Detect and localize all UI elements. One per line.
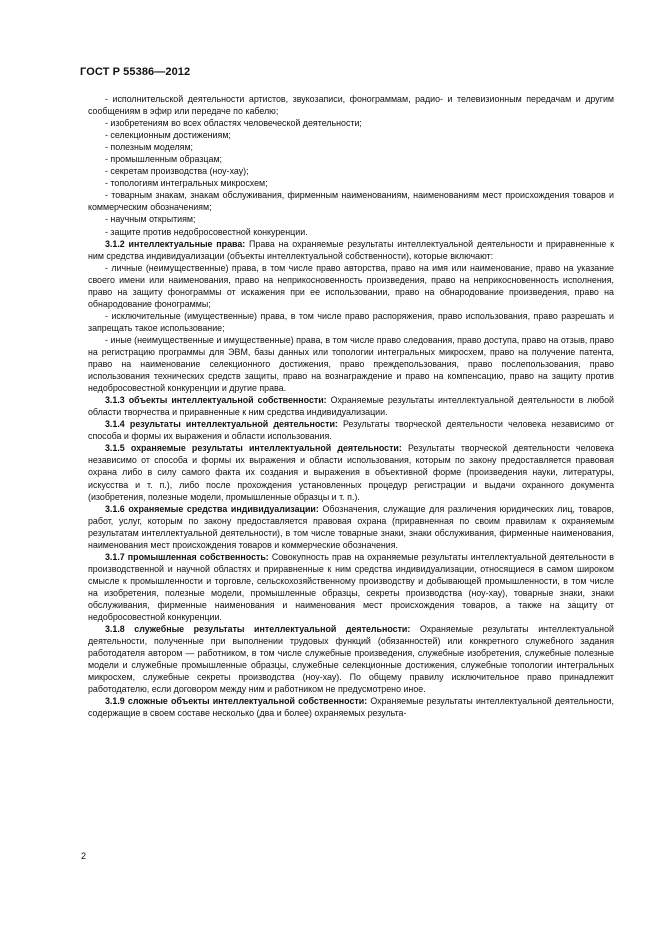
paragraph-text: Охраняемые результаты интеллектуальной деятельности, содержащие в своем составе несколько (два и более) охраняемых результа- bbox=[88, 696, 614, 719]
paragraph-text: Результаты творческой деятельности человека независимо от способа и формы их выражения и области использования. bbox=[88, 419, 614, 442]
paragraph-text: - селекционным достижениям; bbox=[105, 130, 231, 141]
term: 3.1.3 объекты интеллектуальной собственности: bbox=[105, 395, 327, 406]
paragraph-text: Обозначения, служащие для различения юридических лиц, товаров, работ, услуг, которым по закону предоставляется правовая охрана (приравненная по своим правилам к охраняемым результатам интеллектуальной деятельности), в том числе товарные знаки, знаки обслуживания, фирменные наименования, наименования мест происхождения товаров и коммерческие обозначения. bbox=[88, 503, 614, 550]
paragraph bbox=[88, 226, 614, 238]
paragraph-text: Охраняемые результаты интеллектуальной деятельности в любой области творчества и приравненные к ним средства индивидуализации. bbox=[88, 395, 614, 418]
paragraph bbox=[88, 177, 614, 189]
paragraph-text: - товарным знакам, знакам обслуживания, фирменным наименованиям, наименованиям мест происхождения товаров и коммерческим обозначениям; bbox=[88, 190, 614, 213]
paragraph bbox=[88, 129, 614, 141]
paragraph-text: - научным открытиям; bbox=[105, 214, 196, 225]
paragraph-text: - исключительные (имущественные) права, в том числе право распоряжения, право использования, право разрешать и запрещать такое использование; bbox=[88, 310, 614, 333]
paragraph bbox=[88, 141, 614, 153]
term: 3.1.6 охраняемые средства индивидуализации: bbox=[105, 503, 319, 514]
paragraph-text: - личные (неимущественные) права, в том числе право авторства, право на имя или наименование, право на указание своего имени или наименования, право на неприкосновенность произведения, право на неприкосновенность исполнения, право на защиту фонограммы от искажения при ее использовании, право на обнародование произведения, право на обнародование фонограммы; bbox=[88, 262, 614, 309]
paragraph-text: - секретам производства (ноу-хау); bbox=[105, 166, 249, 177]
paragraph-text: - изобретениям во всех областях человеческой деятельности; bbox=[105, 118, 362, 129]
document-body bbox=[88, 93, 614, 719]
paragraph-text: - полезным моделям; bbox=[105, 142, 194, 153]
paragraph bbox=[88, 93, 614, 117]
paragraph-text: Охраняемые результаты интеллектуальной деятельности, полученные при выполнении трудовых функций (обязанностей) или конкретного служебного задания работодателя автором — работником, в том числе служебные произведения, служебные изобретения, служебные полезные модели и служебные промышленные образцы, служебные селекционные достижения, служебные топологии интегральных микросхем, служебные секреты производства (ноу-хау). По общему правилу исключительное право принадлежит работодателю, если договором между ним и работником не предусмотрено иное. bbox=[88, 624, 614, 695]
paragraph-text: - промышленным образцам; bbox=[105, 154, 223, 165]
term: 3.1.7 промышленная собственность: bbox=[105, 551, 269, 562]
paragraph-text: Результаты творческой деятельности человека независимо от способа и формы их выражения и области использования, которым по закону предоставляется правовая охрана либо в силу самого факта их создания и выражения в объективной форме (произведения науки, литературы, искусства и т. п.), либо после прохождения установленных процедур регистрации и выдачи охранного документа (изобретения, полезные модели, промышленные образцы и т. п.). bbox=[88, 443, 614, 502]
paragraph bbox=[88, 418, 614, 442]
paragraph bbox=[88, 394, 614, 418]
paragraph bbox=[88, 117, 614, 129]
paragraph-text: Права на охраняемые результаты интеллектуальной деятельности и приравненные к ним средства индивидуализации (объекты интеллектуальной собственности), которые включают: bbox=[88, 238, 614, 261]
paragraph bbox=[88, 310, 614, 334]
paragraph bbox=[88, 262, 614, 310]
paragraph bbox=[88, 695, 614, 719]
paragraph bbox=[88, 334, 614, 394]
paragraph bbox=[88, 442, 614, 502]
document-header: ГОСТ Р 55386—2012 bbox=[80, 66, 191, 78]
paragraph bbox=[88, 623, 614, 695]
page-number: 2 bbox=[81, 851, 87, 861]
paragraph bbox=[88, 503, 614, 551]
term: 3.1.4 результаты интеллектуальной деятельности: bbox=[105, 419, 338, 430]
paragraph bbox=[88, 213, 614, 225]
paragraph bbox=[88, 189, 614, 213]
paragraph-text: - защите против недобросовестной конкуренции. bbox=[105, 226, 308, 237]
term: 3.1.2 интеллектуальные права: bbox=[105, 238, 246, 249]
paragraph-text: - исполнительской деятельности артистов, звукозаписи, фонограммам, радио- и телевизионным передачам и другим сообщениям в эфир или передаче по кабелю; bbox=[88, 94, 614, 117]
paragraph bbox=[88, 551, 614, 623]
paragraph bbox=[88, 153, 614, 165]
paragraph-text: - иные (неимущественные и имущественные) права, в том числе право следования, право доступа, право на отзыв, право на регистрацию программы для ЭВМ, базы данных или топологии интегральных микросхем, право на получение патента, право на наименование селекционного достижения, право преждепользования, право послепользования, право использования технических средств защиты, право на вознаграждение и право на компенсацию, право на защиту против недобросовестной конкуренции и другие права. bbox=[88, 334, 614, 394]
paragraph bbox=[88, 238, 614, 262]
term: 3.1.8 служебные результаты интеллектуальной деятельности: bbox=[105, 624, 411, 635]
term: 3.1.9 сложные объекты интеллектуальной собственности: bbox=[105, 696, 368, 707]
paragraph bbox=[88, 165, 614, 177]
term: 3.1.5 охраняемые результаты интеллектуальной деятельности: bbox=[105, 443, 402, 454]
paragraph-text: - топологиям интегральных микросхем; bbox=[105, 178, 268, 189]
paragraph-text: Совокупность прав на охраняемые результаты интеллектуальной деятельности в производственной и научной областях и приравненные к ним средства индивидуализации, относящиеся в самом широком смысле к промышленности и торговле, сельскохозяйственному производству и добывающей промышленности, в том числе на изобретения, полезные модели, промышленные образцы, секреты производства (ноу-хау), товарные знаки, знаки обслуживания, фирменные наименования и наименования мест происхождения товаров, а также на защиту от недобросовестной конкуренции. bbox=[88, 551, 614, 623]
